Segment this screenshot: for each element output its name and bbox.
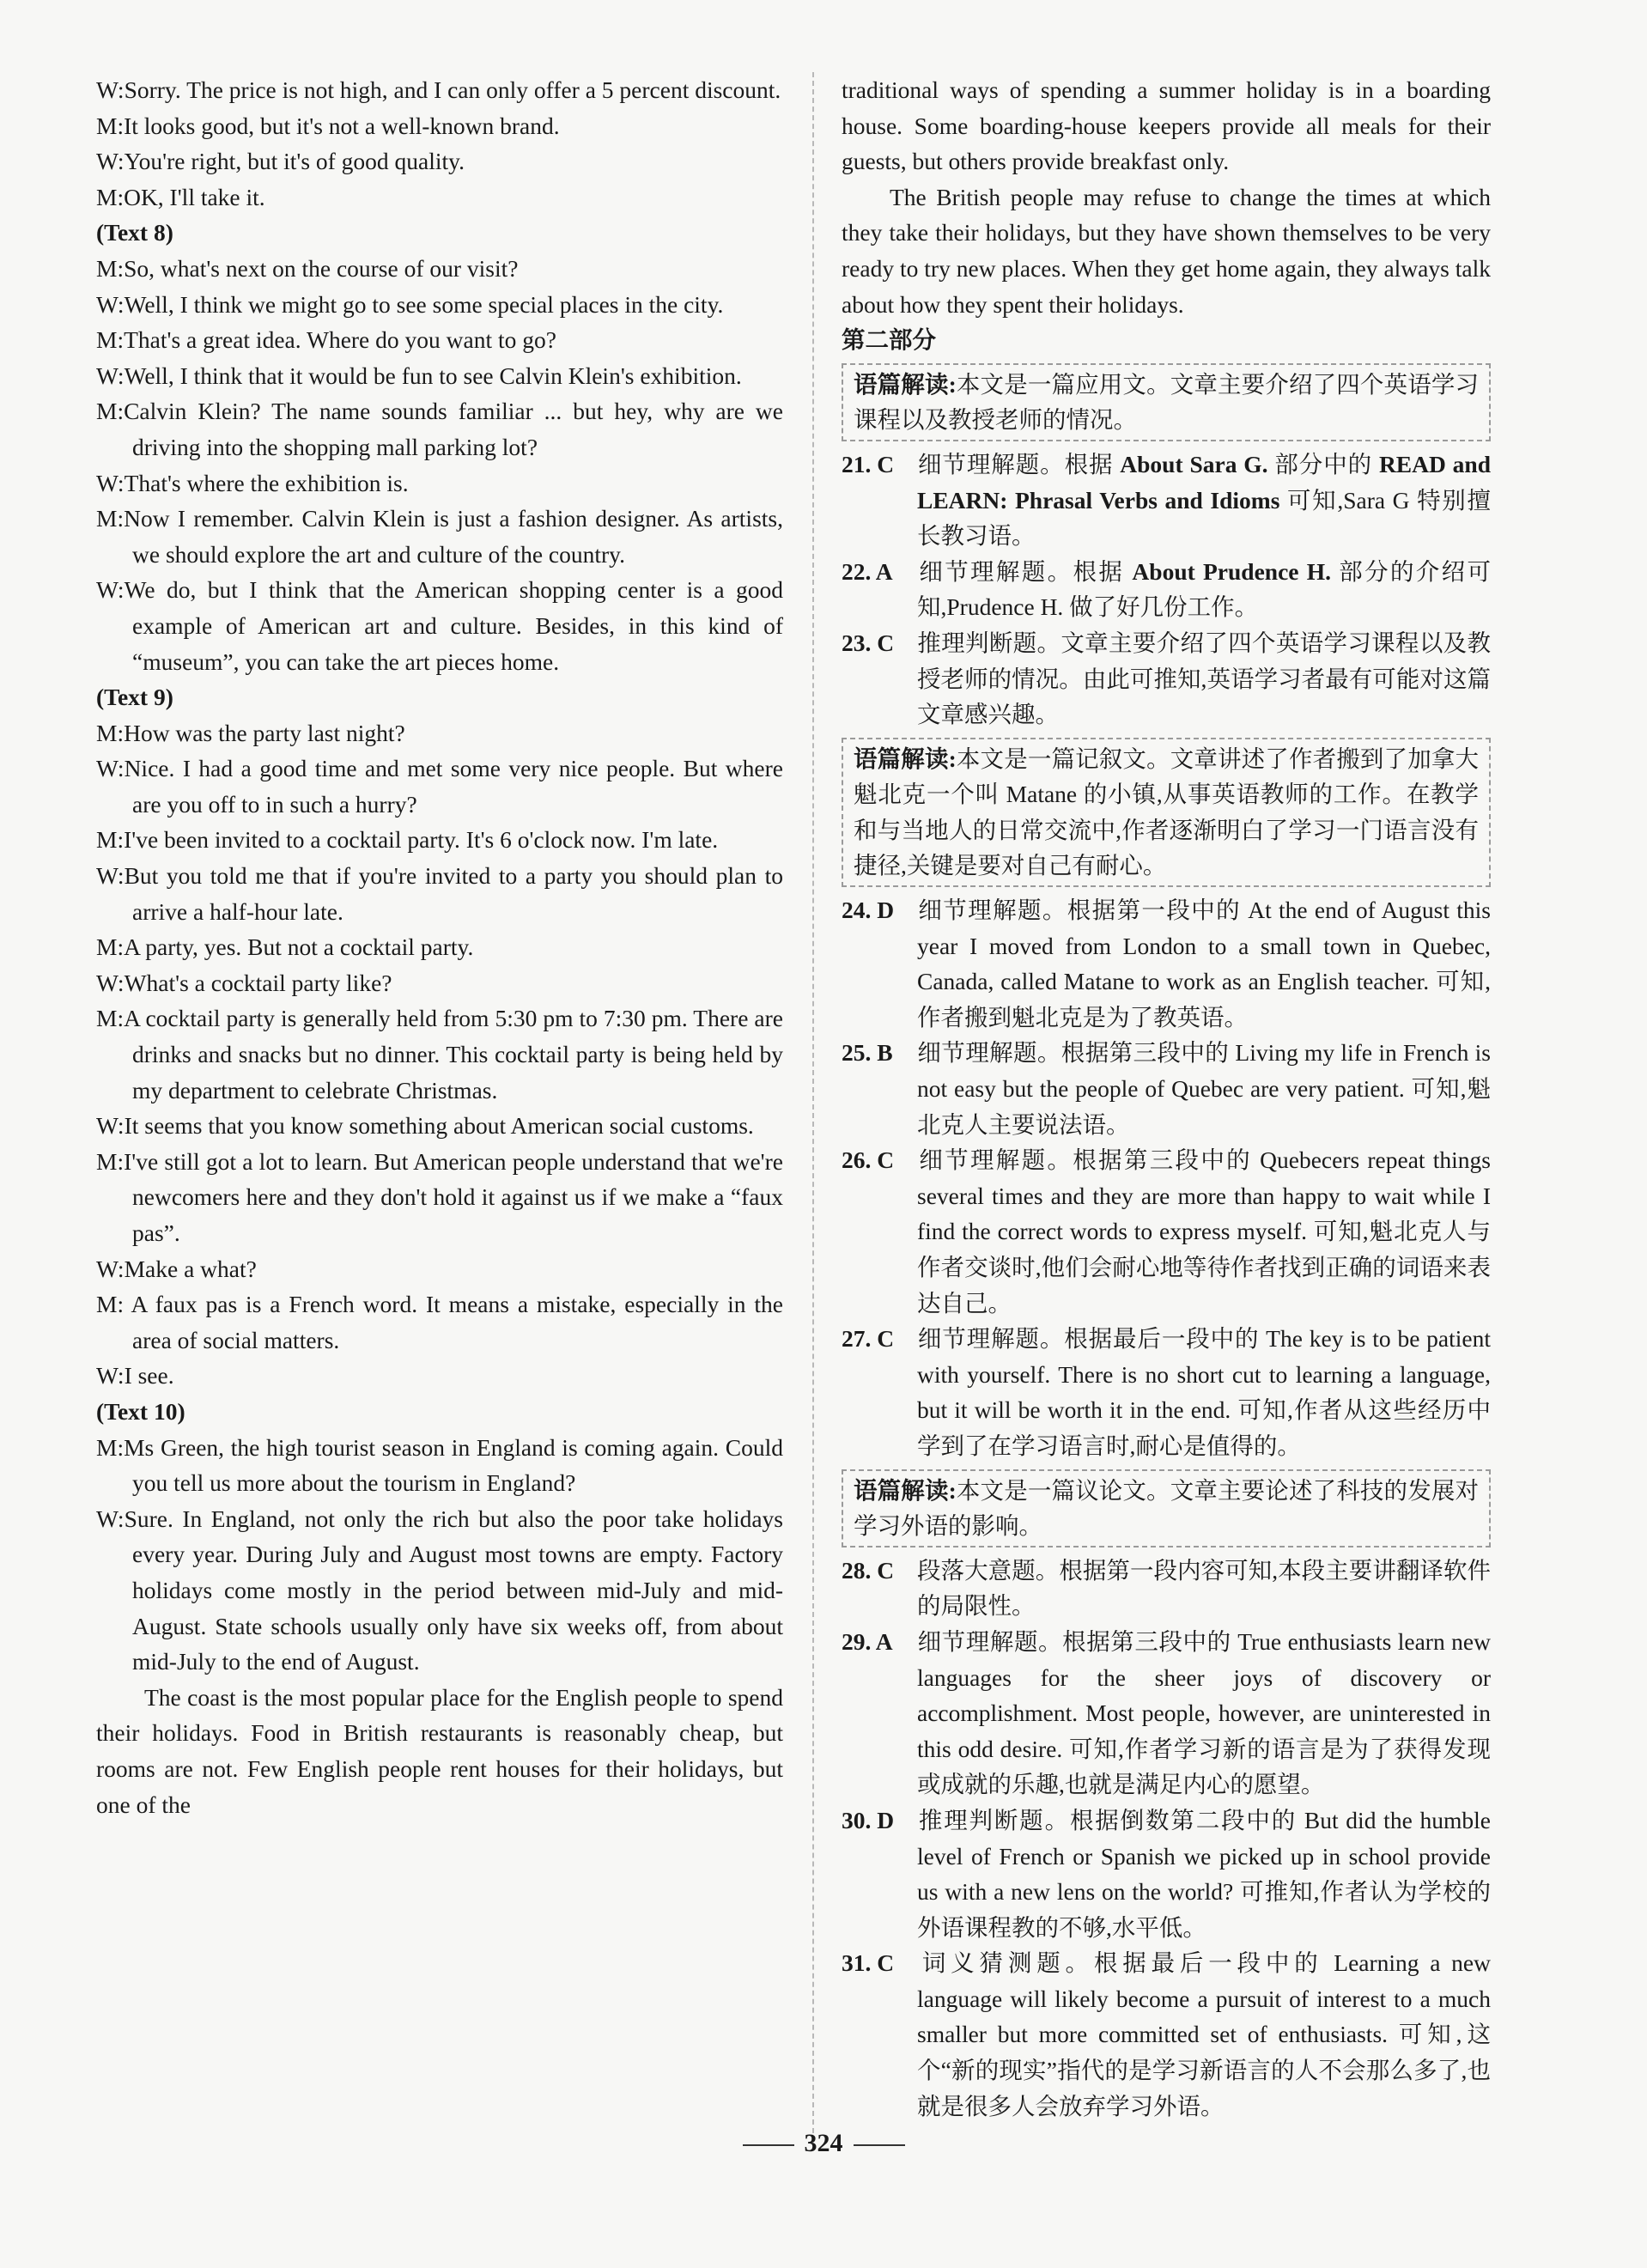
dialogue-line: W:Well, I think that it would be fun to see Calvin Klein's exhibition. (96, 362, 742, 389)
dialogue-line: W:Well, I think we might go to see some special places in the city. (96, 290, 724, 318)
footer-rule-left (743, 2144, 794, 2146)
answer-text: 可知,Sara G 特别擅长教习语。 (917, 486, 1491, 550)
dialogue-line: W:It seems that you know something about American social customs. (96, 1112, 754, 1140)
dialogue-line: W:I see. (96, 1362, 174, 1389)
dialogue-line: M:OK, I'll take it. (96, 183, 265, 210)
answer-text: 词义猜测题。根据最后一段中的 Learning a new language will likely become a pursuit of interest to a much smaller but more committed set of enthusiasts. 可知,这个“新的现实”指代的是学习新语言的人不会那么多了,也就是很多人会放弃学习外语。 (917, 1949, 1491, 2119)
answer-item (842, 1553, 1491, 1624)
dialogue-line: M:A party, yes. But not a cocktail party. (96, 933, 474, 961)
answer-number: 27. C (842, 1325, 895, 1353)
answer-number: 22. A (842, 557, 893, 585)
answer-text: 推理判断题。根据倒数第二段中的 But did the humble level of French or Spanish we picked up in school provide us with a new lens on the world? 可推知,作者认为学校的外语课程教的不够,水平低。 (917, 1806, 1491, 1941)
analysis-text: 本文是一篇应用文。文章主要介绍了四个英语学习课程以及教授老师的情况。 (854, 370, 1479, 434)
answer-item (842, 1321, 1491, 1463)
answer-text: 部分中的 (1267, 450, 1379, 477)
dialogue-line: W:That's where the exhibition is. (96, 469, 409, 496)
paragraph: The British people may refuse to change the times at which they take their holidays, but they have shown themselves to be very ready to try new places. When they get home again, they always talk about how they spent their holidays. (842, 183, 1491, 318)
text-heading: (Text 10) (96, 1397, 185, 1425)
analysis-label: 语篇解读: (854, 1476, 957, 1504)
quoted-heading: About Prudence H. (1132, 557, 1332, 585)
dialogue-line: W:But you told me that if you're invited to a party you should plan to arrive a half-hour late. (96, 862, 783, 925)
page-footer (0, 2125, 1647, 2162)
analysis-label: 语篇解读: (854, 745, 957, 772)
dialogue-line: W:Make a what? (96, 1255, 257, 1282)
section-title: 第二部分 (842, 326, 936, 354)
answer-number: 23. C (842, 629, 895, 656)
answer-text: 细节理解题。根据第三段中的 True enthusiasts learn new languages for the sheer joys of discovery or accomplishment. Most people, however, are uninterested in this odd desire. 可知,作者学习新的语言是为了获得发现或成就的乐趣,也就是满足内心的愿望。 (917, 1627, 1491, 1798)
dialogue-line: W:Sure. In England, not only the rich but also the poor take holidays every year. During July and August most towns are empty. Factory holidays come mostly in the period between mid-July and mid-August. State schools usually only have six weeks off, from about mid-July to the end of August. (96, 1505, 783, 1675)
dialogue-line: M: A faux pas is a French word. It means a mistake, especially in the area of social matters. (96, 1291, 783, 1353)
dialogue-line: M:I've still got a lot to learn. But American people understand that we're newcomers here and they don't hold it against us if we make a “faux pas”. (96, 1147, 783, 1246)
analysis-text: 本文是一篇议论文。文章主要论述了科技的发展对学习外语的影响。 (854, 1476, 1479, 1540)
answer-text: 段落大意题。根据第一段内容可知,本段主要讲翻译软件的局限性。 (917, 1556, 1491, 1620)
answer-text: 细节理解题。根据第一段中的 At the end of August this year I moved from London to a small town in Quebec, Canada, called Matane to work as an English teacher. 可知,作者搬到魁北克是为了教英语。 (917, 897, 1491, 1031)
paragraph: The coast is the most popular place for the English people to spend their holidays. Food in British restaurants is reasonably cheap, but rooms are not. Few English people rent houses for their holidays, but one of the (96, 1683, 783, 1818)
answer-number: 29. A (842, 1627, 893, 1655)
answer-item (842, 447, 1491, 554)
right-column (842, 72, 1491, 2124)
answer-text: 部分的介绍可知,Prudence H. 做了好几份工作。 (917, 557, 1492, 621)
answer-item (842, 554, 1491, 625)
answer-number: 24. D (842, 897, 895, 924)
answer-number: 21. C (842, 450, 895, 477)
text-heading: (Text 8) (96, 219, 173, 246)
passage-analysis-box (842, 363, 1491, 441)
answer-text: 细节理解题。根据 (917, 557, 1133, 585)
answer-text: 细节理解题。根据第三段中的 Quebecers repeat things several times and they are more than happy to wait while I find the correct words to express myself. 可知,魁北克人与作者交谈时,他们会耐心地等待作者找到正确的词语来表达自己。 (917, 1146, 1491, 1316)
dialogue-line: M:I've been invited to a cocktail party. It's 6 o'clock now. I'm late. (96, 826, 719, 854)
quoted-heading: About Sara G. (1120, 450, 1268, 477)
answer-item (842, 892, 1491, 1035)
answer-item (842, 1035, 1491, 1142)
answer-number: 25. B (842, 1039, 893, 1067)
answer-item (842, 1624, 1491, 1803)
dialogue-line: M:Calvin Klein? The name sounds familiar ... but hey, why are we driving into the shopping mall parking lot? (96, 398, 783, 460)
answer-item (842, 625, 1491, 733)
answer-number: 28. C (842, 1556, 895, 1584)
dialogue-line: W:You're right, but it's of good quality. (96, 148, 465, 175)
answer-item (842, 1945, 1491, 2124)
answer-item (842, 1142, 1491, 1321)
quoted-heading: READ and LEARN: Phrasal Verbs and Idioms (917, 450, 1492, 514)
answer-text: 细节理解题。根据 (917, 450, 1121, 477)
dialogue-line: M:It looks good, but it's not a well-known brand. (96, 112, 560, 139)
dialogue-line: M:That's a great idea. Where do you want to go? (96, 326, 556, 354)
answer-number: 30. D (842, 1806, 895, 1833)
footer-rule-right (854, 2144, 905, 2146)
column-divider (812, 72, 814, 2133)
analysis-label: 语篇解读: (854, 370, 957, 398)
text-heading: (Text 9) (96, 684, 173, 711)
left-column (96, 72, 783, 1822)
analysis-text: 本文是一篇记叙文。文章讲述了作者搬到了加拿大魁北克一个叫 Matane 的小镇,从事英语教师的工作。在教学和与当地人的日常交流中,作者逐渐明白了学习一门语言没有捷径,关键是要对自己有耐心。 (854, 745, 1479, 879)
answer-text: 细节理解题。根据最后一段中的 The key is to be patient with yourself. There is no short cut to learning a language, but it will be worth it in the end. 可知,作者从这些经历中学到了在学习语言时,耐心是值得的。 (917, 1325, 1491, 1459)
dialogue-line: M:Now I remember. Calvin Klein is just a fashion designer. As artists, we should explore the art and culture of the country. (96, 505, 783, 568)
passage-analysis-box (842, 1469, 1491, 1547)
dialogue-line: W:Nice. I had a good time and met some very nice people. But where are you off to in such a hurry? (96, 755, 783, 818)
answer-text: 推理判断题。文章主要介绍了四个英语学习课程以及教授老师的情况。由此可推知,英语学习者最有可能对这篇文章感兴趣。 (917, 629, 1491, 728)
dialogue-line: W:What's a cocktail party like? (96, 969, 392, 996)
dialogue-line: M:A cocktail party is generally held from 5:30 pm to 7:30 pm. There are drinks and snacks but no dinner. This cocktail party is being held by my department to celebrate Christmas. (96, 1005, 783, 1104)
dialogue-line: M:So, what's next on the course of our visit? (96, 254, 519, 282)
passage-analysis-box (842, 738, 1491, 887)
page-number: 324 (804, 2129, 843, 2157)
answer-number: 31. C (842, 1949, 895, 1977)
dialogue-line: M:Ms Green, the high tourist season in England is coming again. Could you tell us more about the tourism in England? (96, 1433, 783, 1497)
dialogue-line: W:Sorry. The price is not high, and I can only offer a 5 percent discount. (96, 76, 781, 103)
answer-item (842, 1803, 1491, 1945)
paragraph-continued: traditional ways of spending a summer holiday is in a boarding house. Some boarding-house keepers provide all meals for their guests, but others provide breakfast only. (842, 76, 1491, 175)
dialogue-line: M:How was the party last night? (96, 719, 405, 746)
answer-text: 细节理解题。根据第三段中的 Living my life in French is not easy but the people of Quebec are very patient. 可知,魁北克人主要说法语。 (917, 1039, 1491, 1138)
dialogue-line: W:We do, but I think that the American shopping center is a good example of American art and culture. Besides, in this kind of “museum”, you can take the art pieces home. (96, 576, 783, 675)
answer-number: 26. C (842, 1146, 895, 1174)
